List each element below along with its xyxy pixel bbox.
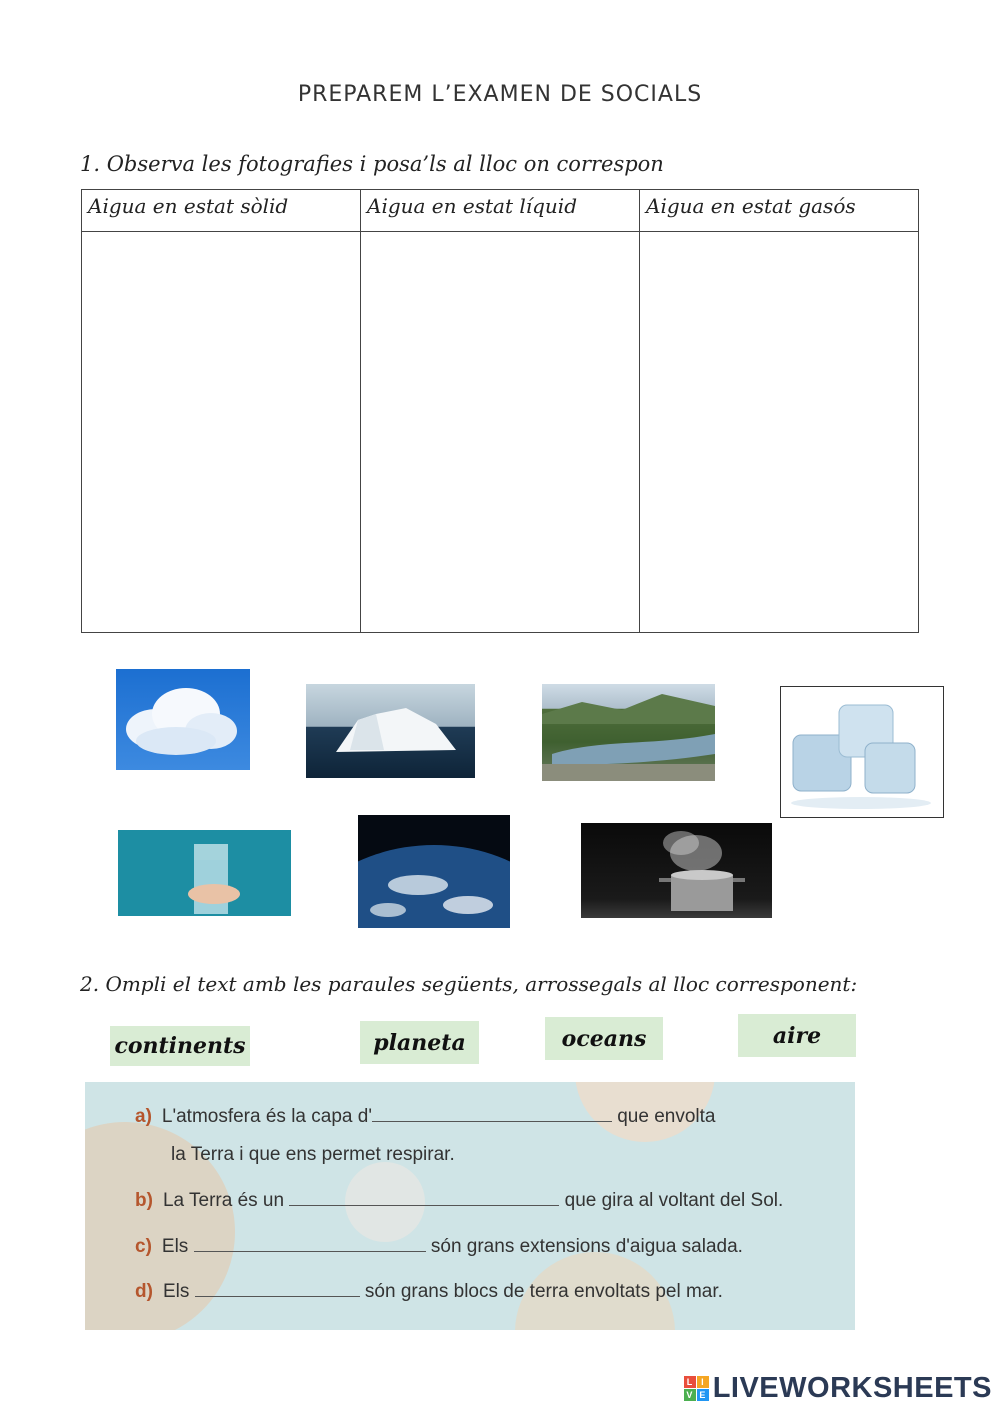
sentence-d-part1: Els xyxy=(162,1281,190,1302)
earth-photo[interactable] xyxy=(358,815,510,928)
column-header-liquid: Aigua en estat líquid xyxy=(361,190,640,232)
sentence-b xyxy=(135,1190,783,1212)
sentence-c-part2: són grans extensions d'aigua salada. xyxy=(430,1236,743,1257)
sentence-a-letter: a) xyxy=(135,1106,152,1127)
iceberg-photo[interactable] xyxy=(306,684,475,778)
sentence-a xyxy=(135,1106,715,1128)
page-title: PREPAREM L’EXAMEN DE SOCIALS xyxy=(297,82,703,107)
blank-a[interactable] xyxy=(372,1107,612,1122)
exercise-1-instruction: 1. Observa les fotografies i posa’ls al lloc on correspon xyxy=(80,152,664,176)
river-image xyxy=(542,684,715,781)
glass-of-water-photo[interactable] xyxy=(118,830,291,916)
logo-icon: L I V E xyxy=(684,1376,709,1401)
sentence-a-part1: L'atmosfera és la capa d' xyxy=(161,1106,372,1127)
word-planeta[interactable]: planeta xyxy=(360,1021,479,1064)
drop-zone-liquid[interactable] xyxy=(361,232,640,633)
column-header-solid: Aigua en estat sòlid xyxy=(82,190,361,232)
drop-zone-gas[interactable] xyxy=(640,232,919,633)
sentence-c-letter: c) xyxy=(135,1236,152,1257)
ice-cubes-photo[interactable] xyxy=(780,686,944,818)
liveworksheets-logo xyxy=(684,1372,992,1405)
blank-d[interactable] xyxy=(195,1282,360,1297)
word-oceans[interactable]: oceans xyxy=(545,1017,663,1060)
cloud-image xyxy=(116,669,250,770)
sentence-d-part2: són grans blocs de terra envoltats pel mar. xyxy=(364,1281,723,1302)
sorting-table xyxy=(81,189,919,633)
pot-image xyxy=(581,823,772,918)
steaming-pot-photo[interactable] xyxy=(581,823,772,918)
word-continents[interactable]: continents xyxy=(110,1026,250,1066)
blank-b[interactable] xyxy=(289,1191,559,1206)
river-photo[interactable] xyxy=(542,684,715,781)
earth-image xyxy=(358,815,510,928)
fill-in-panel xyxy=(85,1082,855,1330)
sentence-c xyxy=(135,1236,743,1258)
exercise-2-instruction: 2. Ompli el text amb les paraules següents, arrossegals al lloc corresponent: xyxy=(80,972,858,996)
column-header-gas: Aigua en estat gasós xyxy=(640,190,919,232)
iceberg-image xyxy=(306,684,475,778)
brand-name: LIVEWORKSHEETS xyxy=(712,1372,992,1404)
sentence-a-part2: que envolta xyxy=(617,1106,716,1127)
sentence-d-letter: d) xyxy=(135,1281,153,1302)
sentence-d xyxy=(135,1281,723,1303)
sentence-b-part1: La Terra és un xyxy=(162,1190,285,1211)
blank-c[interactable] xyxy=(194,1237,426,1252)
drop-zone-solid[interactable] xyxy=(82,232,361,633)
sentence-a-line2: la Terra i que ens permet respirar. xyxy=(171,1144,455,1165)
glass-image xyxy=(118,830,291,916)
sentence-b-part2: que gira al voltant del Sol. xyxy=(564,1190,784,1211)
ice-cubes-image xyxy=(781,687,943,817)
sentence-c-part1: Els xyxy=(161,1236,189,1257)
sentence-b-letter: b) xyxy=(135,1190,153,1211)
cloud-photo[interactable] xyxy=(116,669,250,770)
word-aire[interactable]: aire xyxy=(738,1014,856,1057)
